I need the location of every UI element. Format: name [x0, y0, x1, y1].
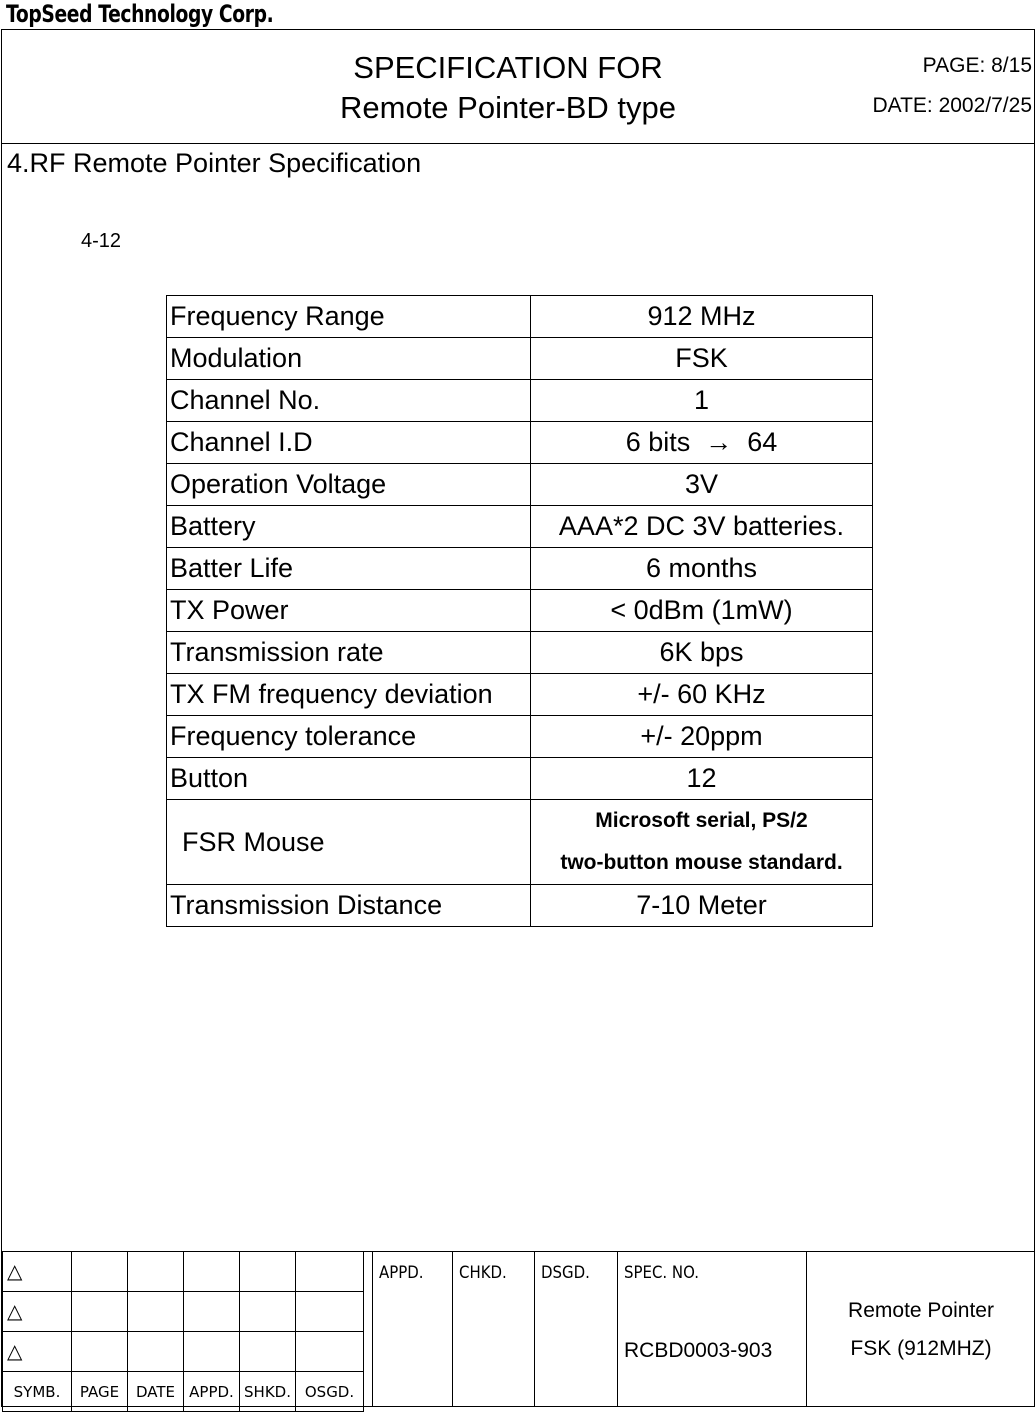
product-name: Remote Pointer	[848, 1299, 994, 1322]
spec-label: Battery	[167, 506, 531, 548]
table-row	[167, 296, 873, 338]
spec-value: 7-10 Meter	[531, 885, 873, 927]
fsr-mouse-value-line1: Microsoft serial, PS/2	[595, 809, 808, 832]
revision-cell	[128, 1292, 184, 1332]
spec-value: +/- 60 KHz	[531, 674, 873, 716]
revision-cell	[240, 1252, 296, 1292]
dsgd-cell	[534, 1251, 618, 1406]
spec-no-cell	[617, 1251, 807, 1406]
spec-title: SPECIFICATION FOR	[353, 50, 663, 85]
spec-value: FSK	[531, 338, 873, 380]
revision-symbol: △	[3, 1332, 72, 1372]
revision-row	[3, 1252, 364, 1292]
spec-label: Transmission Distance	[167, 885, 531, 927]
spec-value: AAA*2 DC 3V batteries.	[531, 506, 873, 548]
spec-value: +/- 20ppm	[531, 716, 873, 758]
table-row	[167, 758, 873, 800]
document-date: DATE: 2002/7/25	[872, 94, 1032, 117]
spec-value: 912 MHz	[531, 296, 873, 338]
document-frame	[1, 29, 1035, 1407]
spec-label: Channel No.	[167, 380, 531, 422]
table-row	[167, 380, 873, 422]
revision-row	[3, 1332, 364, 1372]
spec-label: Transmission rate	[167, 632, 531, 674]
revision-cell	[184, 1332, 240, 1372]
spec-label: TX Power	[167, 590, 531, 632]
revision-cell	[72, 1292, 128, 1332]
revision-row	[3, 1292, 364, 1332]
spec-table	[166, 295, 873, 927]
revision-symbol: △	[3, 1252, 72, 1292]
spec-value: 12	[531, 758, 873, 800]
spec-value: 6 months	[531, 548, 873, 590]
page-number: PAGE: 8/15	[922, 54, 1032, 77]
rev-header-symb: SYMB.	[3, 1372, 72, 1412]
chkd-label: CHKD.	[459, 1263, 507, 1283]
table-row	[167, 885, 873, 927]
table-row	[167, 422, 873, 464]
table-row	[167, 674, 873, 716]
rev-header-osgd: OSGD.	[296, 1372, 364, 1412]
spec-label: Button	[167, 758, 531, 800]
rev-header-page: PAGE	[72, 1372, 128, 1412]
rev-header-date: DATE	[128, 1372, 184, 1412]
revision-cell	[184, 1252, 240, 1292]
revision-symbol: △	[3, 1292, 72, 1332]
revision-cell	[128, 1252, 184, 1292]
spec-value: 1	[531, 380, 873, 422]
table-row	[167, 632, 873, 674]
table-row	[167, 800, 873, 885]
spec-subtitle: Remote Pointer-BD type	[340, 90, 676, 125]
spec-label: Batter Life	[167, 548, 531, 590]
rev-header-appd: APPD.	[184, 1372, 240, 1412]
revision-cell	[296, 1332, 364, 1372]
table-row	[167, 716, 873, 758]
revision-cell	[184, 1292, 240, 1332]
table-row	[167, 506, 873, 548]
section-number: 4-12	[81, 230, 122, 252]
section-title: 4.RF Remote Pointer Specification	[7, 148, 422, 178]
revision-cell	[296, 1252, 364, 1292]
revision-cell	[72, 1252, 128, 1292]
revision-cell	[240, 1292, 296, 1332]
spec-label: Channel I.D	[167, 422, 531, 464]
revision-cell	[72, 1332, 128, 1372]
spec-label: Frequency Range	[167, 296, 531, 338]
spec-value: 6K bps	[531, 632, 873, 674]
spec-no-label: SPEC. NO.	[624, 1263, 700, 1283]
appd-label: APPD.	[379, 1263, 424, 1283]
fsr-mouse-value-line2: two-button mouse standard.	[560, 851, 843, 874]
spec-label: Modulation	[167, 338, 531, 380]
spec-value: < 0dBm (1mW)	[531, 590, 873, 632]
product-variant: FSK (912MHZ)	[850, 1337, 992, 1360]
revision-header-row	[3, 1372, 364, 1412]
dsgd-label: DSGD.	[541, 1263, 590, 1283]
table-row	[167, 548, 873, 590]
rev-header-shkd: SHKD.	[240, 1372, 296, 1412]
chkd-cell	[452, 1251, 535, 1406]
product-cell	[806, 1251, 1035, 1406]
spec-value	[531, 800, 873, 885]
table-row	[167, 338, 873, 380]
table-row	[167, 464, 873, 506]
header-divider	[2, 143, 1034, 144]
spec-label	[167, 800, 531, 885]
spec-value: 3V	[531, 464, 873, 506]
revision-cell	[296, 1292, 364, 1332]
revision-cell	[240, 1332, 296, 1372]
company-name: TopSeed Technology Corp.	[6, 0, 274, 28]
revision-table	[2, 1251, 364, 1412]
spec-label: Frequency tolerance	[167, 716, 531, 758]
spec-value: 6 bits → 64	[531, 422, 873, 464]
revision-cell	[128, 1332, 184, 1372]
fsr-mouse-label: FSR Mouse	[182, 826, 325, 857]
table-row	[167, 590, 873, 632]
spec-label: TX FM frequency deviation	[167, 674, 531, 716]
appd-cell	[372, 1251, 453, 1406]
spec-no-value: RCBD0003-903	[624, 1339, 773, 1362]
spec-label: Operation Voltage	[167, 464, 531, 506]
